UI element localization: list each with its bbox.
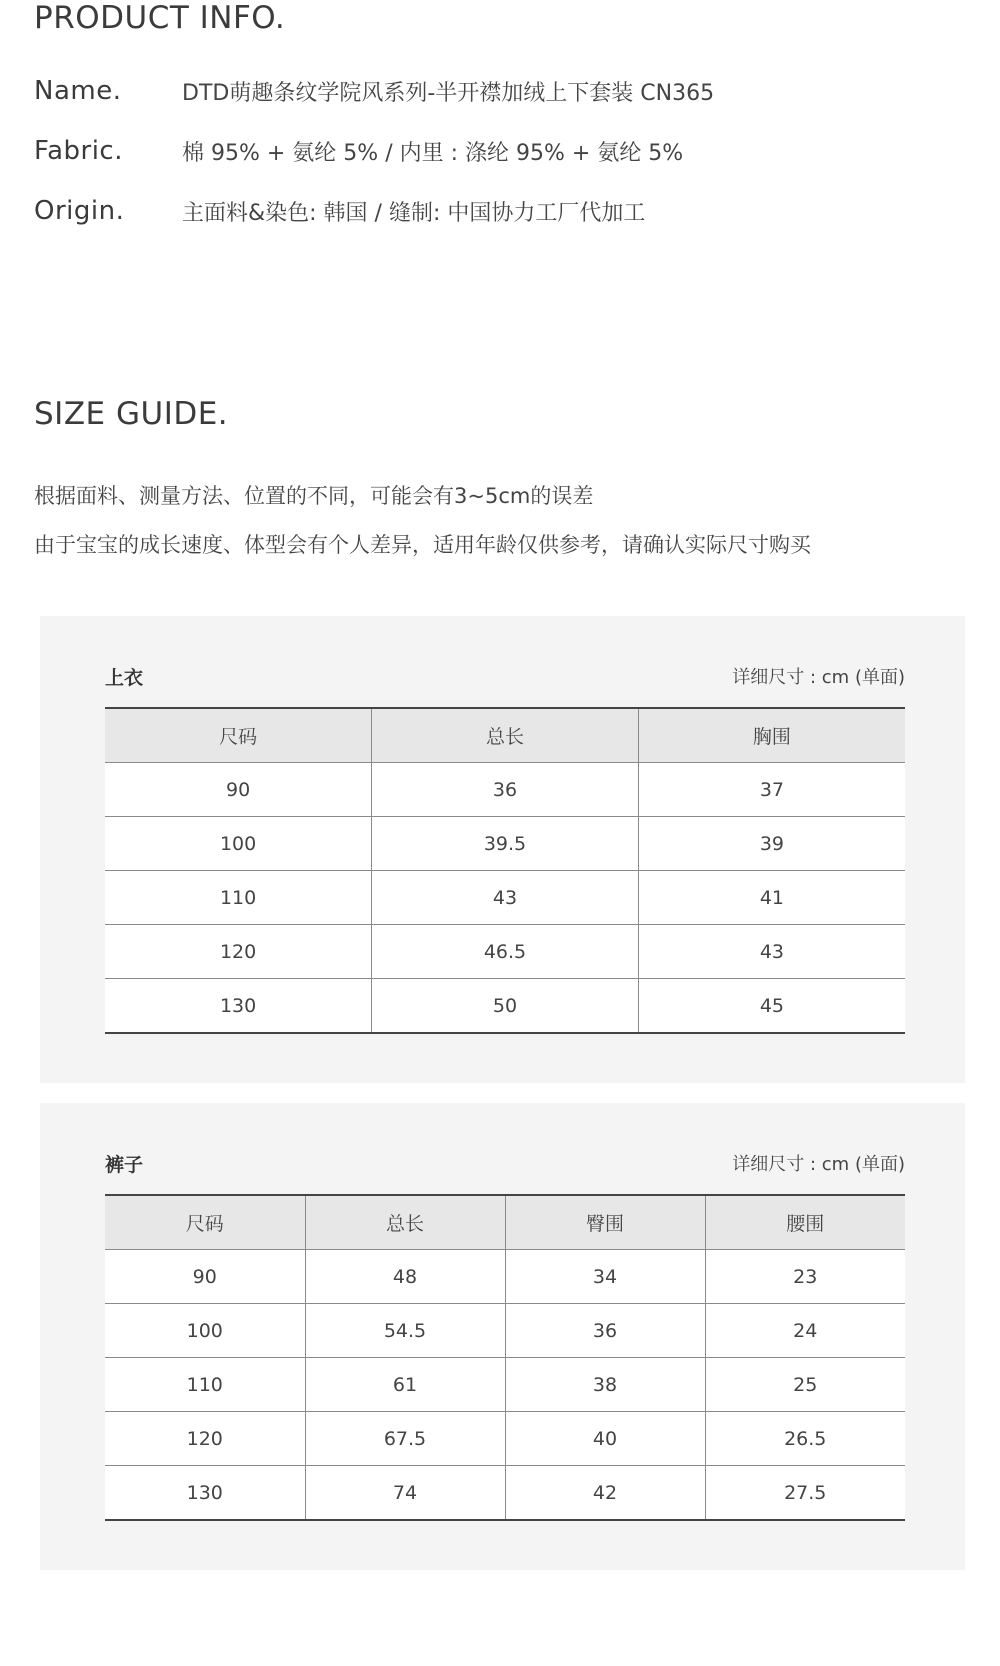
pants-size-table bbox=[105, 1194, 905, 1521]
table-header-row bbox=[105, 708, 905, 763]
top-size-table-title: 上衣 bbox=[105, 666, 144, 689]
table-row bbox=[105, 925, 905, 979]
pants-size-panel bbox=[40, 1103, 965, 1570]
table-cell: 36 bbox=[505, 1304, 705, 1358]
table-header-cell: 腰围 bbox=[705, 1195, 905, 1250]
table-cell: 34 bbox=[505, 1250, 705, 1304]
table-row bbox=[105, 763, 905, 817]
pants-size-unit-note: 详细尺寸 : cm (单面) bbox=[732, 1154, 905, 1175]
table-cell: 50 bbox=[372, 979, 639, 1034]
top-size-unit-note: 详细尺寸 : cm (单面) bbox=[732, 667, 905, 688]
top-size-panel bbox=[40, 616, 965, 1083]
info-value-fabric: 棉 95% + 氨纶 5% / 内里 : 涤纶 95% + 氨纶 5% bbox=[182, 140, 684, 166]
table-header-cell: 臀围 bbox=[505, 1195, 705, 1250]
table-cell: 23 bbox=[705, 1250, 905, 1304]
table-cell: 67.5 bbox=[305, 1412, 505, 1466]
table-cell: 120 bbox=[105, 1412, 305, 1466]
table-cell: 110 bbox=[105, 1358, 305, 1412]
size-note-measurement: 根据面料、测量方法、位置的不同，可能会有3~5cm的误差 bbox=[34, 484, 594, 508]
table-cell: 39.5 bbox=[372, 817, 639, 871]
table-row bbox=[105, 1250, 905, 1304]
table-header-row bbox=[105, 1195, 905, 1250]
info-row-name bbox=[34, 71, 714, 111]
table-cell: 37 bbox=[638, 763, 905, 817]
size-note-age: 由于宝宝的成长速度、体型会有个人差异，适用年龄仅供参考，请确认实际尺寸购买 bbox=[34, 533, 811, 557]
table-cell: 54.5 bbox=[305, 1304, 505, 1358]
table-header-cell: 胸围 bbox=[638, 708, 905, 763]
table-cell: 46.5 bbox=[372, 925, 639, 979]
info-label-origin: Origin. bbox=[34, 196, 125, 226]
table-cell: 90 bbox=[105, 763, 372, 817]
table-cell: 48 bbox=[305, 1250, 505, 1304]
table-cell: 43 bbox=[638, 925, 905, 979]
table-cell: 45 bbox=[638, 979, 905, 1034]
info-label-name: Name. bbox=[34, 76, 122, 106]
table-row bbox=[105, 871, 905, 925]
table-cell: 40 bbox=[505, 1412, 705, 1466]
table-cell: 130 bbox=[105, 979, 372, 1034]
size-guide-title: SIZE GUIDE. bbox=[34, 396, 229, 432]
pants-size-panel-header bbox=[105, 1148, 905, 1178]
table-cell: 24 bbox=[705, 1304, 905, 1358]
table-cell: 61 bbox=[305, 1358, 505, 1412]
top-size-table bbox=[105, 707, 905, 1034]
table-row bbox=[105, 817, 905, 871]
table-cell: 100 bbox=[105, 1304, 305, 1358]
table-row bbox=[105, 979, 905, 1034]
info-row-origin bbox=[34, 191, 645, 231]
table-row bbox=[105, 1412, 905, 1466]
table-cell: 43 bbox=[372, 871, 639, 925]
table-cell: 74 bbox=[305, 1466, 505, 1521]
table-cell: 41 bbox=[638, 871, 905, 925]
table-cell: 90 bbox=[105, 1250, 305, 1304]
table-cell: 100 bbox=[105, 817, 372, 871]
table-row bbox=[105, 1358, 905, 1412]
table-cell: 25 bbox=[705, 1358, 905, 1412]
table-cell: 42 bbox=[505, 1466, 705, 1521]
info-row-fabric bbox=[34, 131, 683, 171]
table-cell: 26.5 bbox=[705, 1412, 905, 1466]
table-cell: 130 bbox=[105, 1466, 305, 1521]
table-header-cell: 尺码 bbox=[105, 1195, 305, 1250]
table-cell: 120 bbox=[105, 925, 372, 979]
table-cell: 110 bbox=[105, 871, 372, 925]
table-row bbox=[105, 1466, 905, 1521]
info-label-fabric: Fabric. bbox=[34, 136, 123, 166]
info-value-origin: 主面料&染色: 韩国 / 缝制: 中国协力工厂代加工 bbox=[182, 200, 646, 226]
table-header-cell: 尺码 bbox=[105, 708, 372, 763]
table-header-cell: 总长 bbox=[305, 1195, 505, 1250]
info-value-name: DTD萌趣条纹学院风系列-半开襟加绒上下套装 CN365 bbox=[182, 80, 715, 106]
top-size-panel-header bbox=[105, 661, 905, 691]
table-row bbox=[105, 1304, 905, 1358]
table-cell: 27.5 bbox=[705, 1466, 905, 1521]
table-cell: 38 bbox=[505, 1358, 705, 1412]
pants-size-table-title: 裤子 bbox=[105, 1153, 144, 1176]
product-info-title: PRODUCT INFO. bbox=[34, 0, 286, 36]
table-cell: 39 bbox=[638, 817, 905, 871]
table-header-cell: 总长 bbox=[372, 708, 639, 763]
table-cell: 36 bbox=[372, 763, 639, 817]
